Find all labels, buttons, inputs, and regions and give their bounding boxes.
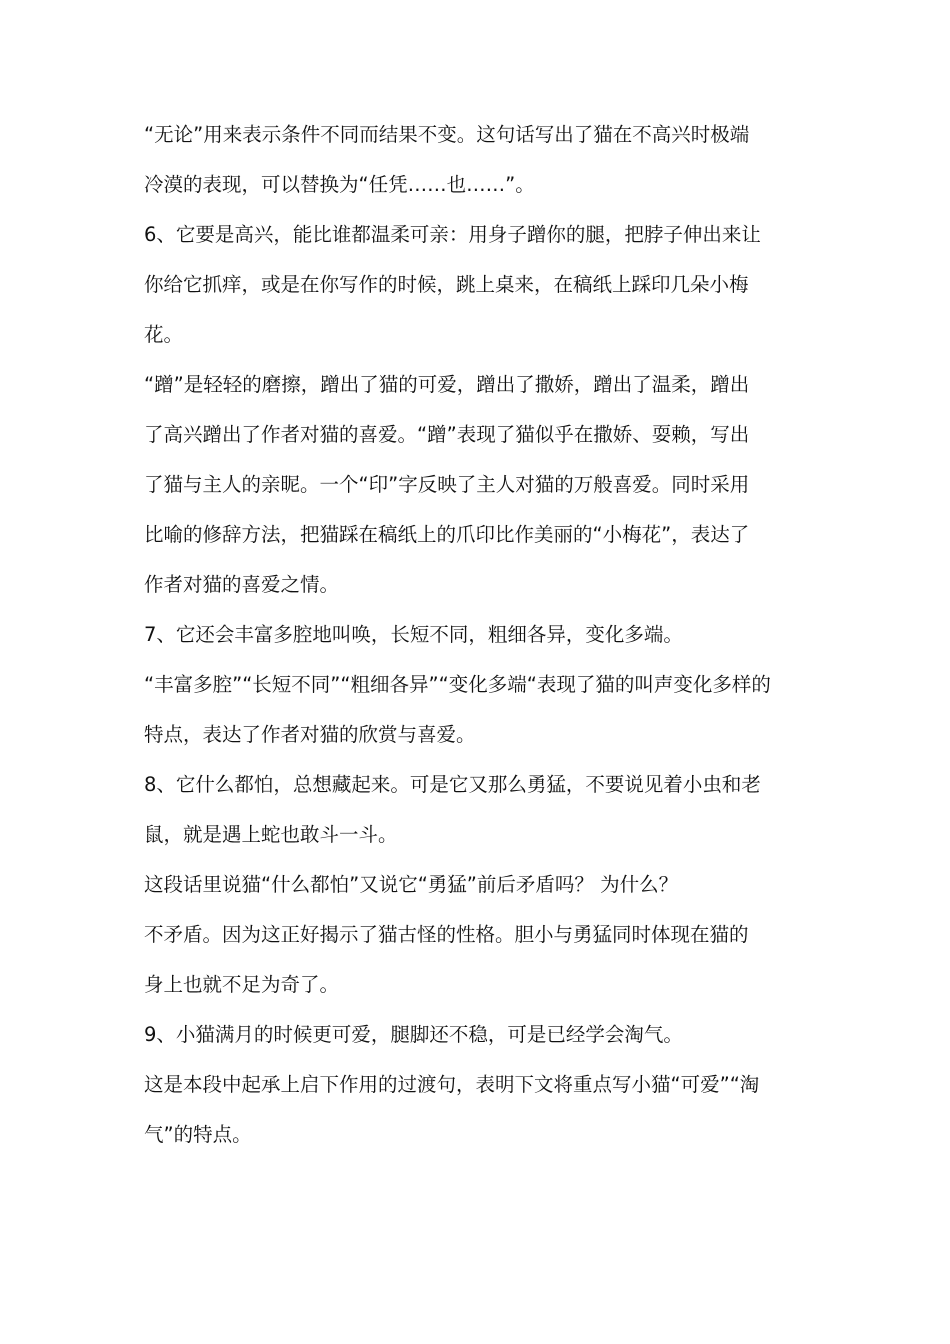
- text-line: 比喻的修辞方法，把猫踩在稿纸上的爪印比作美丽的“小梅花”，表达了: [144, 523, 750, 546]
- text-line: 7、它还会丰富多腔地叫唤，长短不同，粗细各异，变化多端。: [144, 623, 683, 646]
- document-body: [144, 110, 812, 1160]
- text-line: 冷漠的表现，可以替换为“任凭……也……”。: [144, 173, 535, 196]
- text-line: 鼠，就是遇上蛇也敢斗一斗。: [144, 823, 398, 846]
- text-line: 8、它什么都怕，总想藏起来。可是它又那么勇猛，不要说见着小虫和老: [144, 773, 761, 796]
- text-line: 不矛盾。因为这正好揭示了猫古怪的性格。胆小与勇猛同时体现在猫的: [144, 923, 749, 946]
- text-line: 了高兴蹭出了作者对猫的喜爱。“蹭”表现了猫似乎在撒娇、耍赖，写出: [144, 423, 750, 446]
- text-line: “蹭”是轻轻的磨擦，蹭出了猫的可爱，蹭出了撒娇，蹭出了温柔，蹭出: [144, 373, 750, 396]
- text-line: 6、它要是高兴，能比谁都温柔可亲：用身子蹭你的腿，把脖子伸出来让: [144, 223, 761, 246]
- text-line: “无论”用来表示条件不同而结果不变。这句话写出了猫在不高兴时极端: [144, 123, 750, 146]
- text-line: 你给它抓痒，或是在你写作的时候，跳上桌来，在稿纸上踩印几朵小梅: [144, 273, 749, 296]
- text-line: 特点，表达了作者对猫的欣赏与喜爱。: [144, 723, 476, 746]
- text-line: 这是本段中起承上启下作用的过渡句，表明下文将重点写小猫“可爱”“淘: [144, 1073, 760, 1096]
- text-line: “丰富多腔”“长短不同”“粗细各异”“变化多端“表现了猫的叫声变化多样的: [144, 673, 771, 696]
- text-line: 9、小猫满月的时候更可爱，腿脚还不稳，可是已经学会淘气。: [144, 1023, 683, 1046]
- text-line: 了猫与主人的亲昵。一个“印”字反映了主人对猫的万般喜爱。同时采用: [144, 473, 750, 496]
- text-line: 这段话里说猫“什么都怕”又说它“勇猛”前后矛盾吗？ 为什么？: [144, 873, 679, 896]
- text-line: 身上也就不足为奇了。: [144, 973, 340, 996]
- text-line: 气”的特点。: [144, 1123, 252, 1146]
- text-line: 花。: [144, 323, 184, 346]
- text-line: 作者对猫的喜爱之情。: [144, 573, 340, 596]
